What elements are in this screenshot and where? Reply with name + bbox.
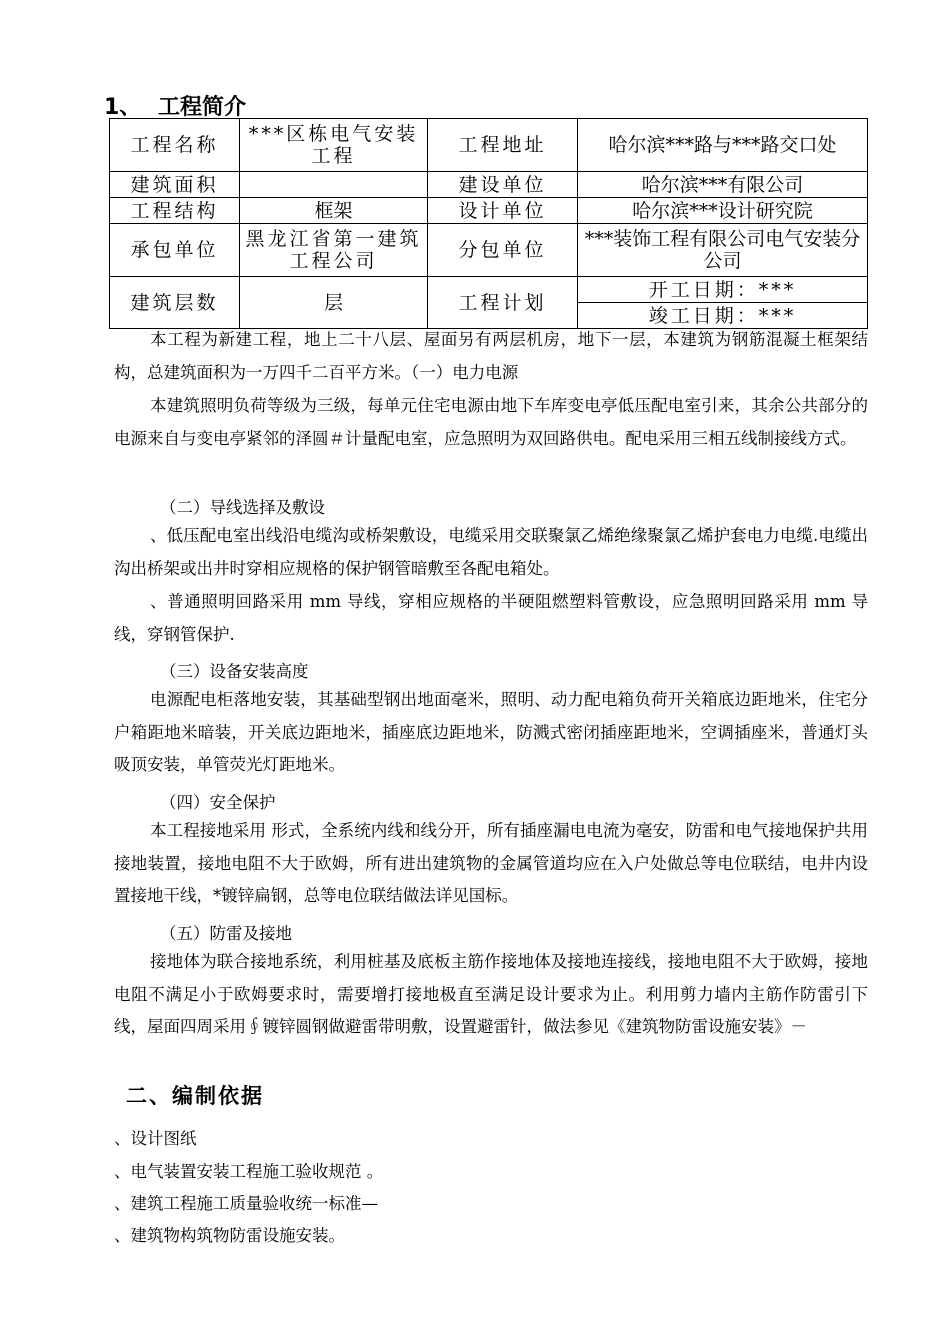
owner-label: 建设单位 xyxy=(428,172,578,198)
section-2-heading: 二、编制依据 xyxy=(126,1084,264,1108)
paragraph-safety: 本工程接地采用 形式，全系统内线和线分开，所有插座漏电电流为毫安，防雷和电气接地保护共用接地装置，接地电阻不大于欧姆，所有进出建筑物的金属管道均应在入户处做总等电位联结，电井内设置接地干线，*镀锌扁钢，总等电位联结做法详见国标。 xyxy=(114,821,868,905)
project-address-label: 工程地址 xyxy=(428,119,578,172)
structure-label: 工程结构 xyxy=(110,198,240,224)
subheading-wiring: （二）导线选择及敷设 xyxy=(160,498,325,517)
subcontractor-label: 分包单位 xyxy=(428,224,578,277)
subheading-lightning: （五）防雷及接地 xyxy=(160,924,292,943)
subheading-safety: （四）安全保护 xyxy=(160,793,276,812)
designer-label: 设计单位 xyxy=(428,198,578,224)
paragraph-lighting-circuit: 、普通照明回路采用 mm 导线，穿相应规格的半硬阻燃塑料管敷设，应急照明回路采用 mm 导线，穿钢管保护. xyxy=(114,592,868,644)
project-name-value: ***区栋电气安装工程 xyxy=(240,119,428,172)
floors-label: 建筑层数 xyxy=(110,277,240,329)
section-1-number: 1、 xyxy=(104,95,142,120)
floors-value: 层 xyxy=(240,277,428,329)
table-row xyxy=(110,224,868,277)
project-name-label: 工程名称 xyxy=(110,119,240,172)
table-row xyxy=(110,119,868,172)
paragraph-power-supply: 本建筑照明负荷等级为三级，每单元住宅电源由地下车库变电亭低压配电室引来，其余公共部分的电源来自与变电亭紧邻的泽圆＃计量配电室，应急照明为双回路供电。配电采用三相五线制接线方式。 xyxy=(114,396,868,448)
paragraph-lightning: 接地体为联合接地系统，利用桩基及底板主筋作接地体及接地连接线，接地电阻不大于欧姆，接地电阻不满足小于欧姆要求时，需要增打接地极直至满足设计要求为止。利用剪力墙内主筋作防雷引下线，屋面四周采用∮镀锌圆钢做避雷带明敷，设置避雷针，做法参见《建筑物防雷设施安装》－ xyxy=(114,952,868,1036)
list-item: 、建筑物构筑物防雷设施安装。 xyxy=(114,1226,345,1245)
section-1-heading xyxy=(104,90,246,121)
section-1-title: 工程简介 xyxy=(158,95,247,120)
end-date: 竣工日期：*** xyxy=(578,303,868,329)
contractor-label: 承包单位 xyxy=(110,224,240,277)
building-area-label: 建筑面积 xyxy=(110,172,240,198)
designer-value: 哈尔滨***设计研究院 xyxy=(578,198,868,224)
contractor-value: 黑龙江省第一建筑工程公司 xyxy=(240,224,428,277)
table-row xyxy=(110,277,868,303)
table-row xyxy=(110,198,868,224)
paragraph-cable-laying: 、低压配电室出线沿电缆沟或桥架敷设，电缆采用交联聚氯乙烯绝缘聚氯乙烯护套电力电缆.电缆出沟出桥架或出井时穿相应规格的保护钢管暗敷至各配电箱处。 xyxy=(114,526,868,578)
paragraph-install-height: 电源配电柜落地安装，其基础型钢出地面毫米，照明、动力配电箱负荷开关箱底边距地米，住宅分户箱距地米暗装，开关底边距地米，插座底边距地米，防溅式密闭插座距地米，空调插座米，普通灯头吸顶安装，单管荧光灯距地米。 xyxy=(114,690,868,774)
structure-value: 框架 xyxy=(240,198,428,224)
schedule-label: 工程计划 xyxy=(428,277,578,329)
building-area-value xyxy=(240,172,428,198)
project-info-table xyxy=(109,118,868,329)
table-row xyxy=(110,172,868,198)
list-item: 、建筑工程施工质量验收统一标准— xyxy=(114,1194,378,1213)
owner-value: 哈尔滨***有限公司 xyxy=(578,172,868,198)
paragraph-overview: 本工程为新建工程，地上二十八层、屋面另有两层机房，地下一层，本建筑为钢筋混凝土框架结构，总建筑面积为一万四千二百平方米。（一）电力电源 xyxy=(114,330,868,382)
subheading-install-height: （三）设备安装高度 xyxy=(160,662,309,681)
subcontractor-value: ***装饰工程有限公司电气安装分公司 xyxy=(578,224,868,277)
start-date: 开工日期：*** xyxy=(578,277,868,303)
list-item: 、设计图纸 xyxy=(114,1129,197,1148)
project-address-value: 哈尔滨***路与***路交口处 xyxy=(578,119,868,172)
list-item: 、电气装置安装工程施工验收规范 。 xyxy=(114,1162,384,1181)
